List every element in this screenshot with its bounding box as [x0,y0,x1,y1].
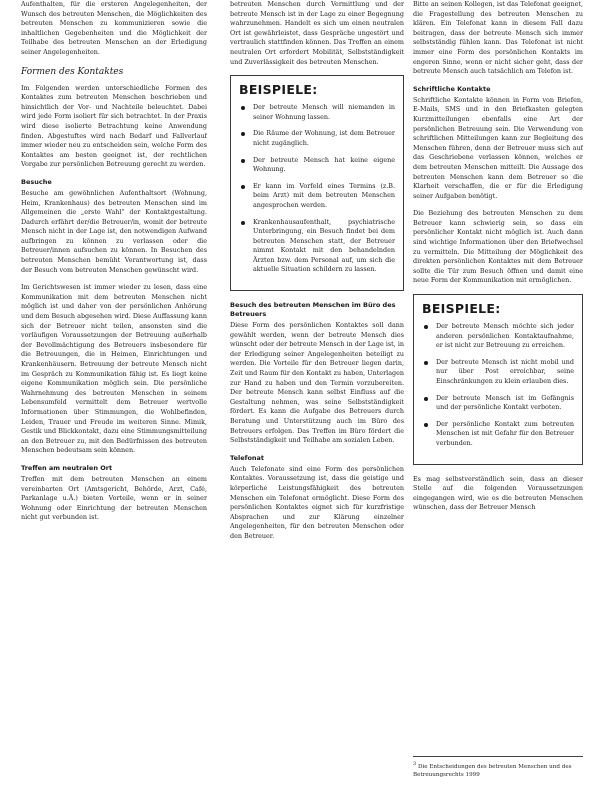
subheading-schriftlich: Schriftliche Kontakte [413,84,491,93]
list-item: Die Räume der Wohnung, ist dem Betreuer nicht zugänglich. [239,129,395,148]
footnote-text: Die Entscheidungen des betreuten Menschen und des Betreuungsrechts 1999 [413,764,572,778]
paragraph: Im Gerichtswesen ist immer wieder zu lesen, dass eine Kommunikation mit dem betreuten Menschen nicht möglich ist und daher von der persönlichen Anhörung und dem Besuch abgesehen wird. Diese Auffassung kann sich der Betreuer nicht teilen, ansonsten sind die vorläufigen Voraussetzungen der Betreuung außerhalb der Bevollmächtigung des Betreuers insbesondere für die Betreuungen, die in Heimen, Einrichtungen und Krankenhäusern. Betreuung der betreute Mensch nicht im Gespräch zu Kommunikation fähig ist. Es liegt keine eigene Kommunikation möglich sein. Die persönliche Wahrnehmung des betreuten Menschen in seinem Lebensumfeld vermittelt dem Betreuer wertvolle Informationen über Stimmungen, die Wohlbefinden, Leiden, Trauer und Freude im weiteren Sinne. Mimik, Gestik und Blickkontakt, dazu eine Stimmungsmitteilung an den Betreuer zu, mit den Bedürfnissen des betreuten Menschen bedeutsam sein können. [21,283,207,455]
footnote [413,756,583,779]
subheading-neutraler-ort: Treffen am neutralen Ort [21,463,113,472]
list-item: Der betreute Mensch hat keine eigene Wohnung. [239,156,395,175]
paragraph: Aufenthalten, für die ersteren Angelegenheiten, der Wunsch des betreuten Menschen, die Möglichkeiten des betreuten Menschen zu kommunizieren sowie die inhaltlichen Gegebenheiten und die Möglichkeit der Teilhabe des betreuten Menschen an der Erledigung seiner Angelegenheiten. [21,0,207,56]
subheading-buero: Besuch des betreuten Menschen im Büro des Betreuers [230,301,396,319]
paragraph: Bitte an seinen Kollegen, ist das Telefonat geeignet, die Fragestellung des betreuten Menschen zu klären. Ein Telefonat kann in diesem Fall dazu beitragen, dass der betreute Mensch sich immer selbstständig fühlen kann. Das Telefonat ist nicht immer eine Form des persönlichen Kontakts im engeren Sinne, wenn er nicht sicher geht, dass der betreute Mensch auch tatsächlich am Telefon ist. [413,0,583,76]
bullet-icon [424,325,428,329]
bullet-icon [241,132,245,136]
paragraph: Im Folgenden werden unterschiedliche Formen des Kontaktes zum betreuten Menschen beschrieben und hinsichtlich der Vor- und Nachteile beleuchtet. Dabei wird jede Form isoliert für sich betrachtet. In der Praxis wird diese isolierte Betrachtung keine Anwendung finden. Abgestuftes wird nach Bedarf und Fallverlauf immer wieder neu zu entscheiden sein, welche Form des Kontaktes am besten geeignet ist, der rechtlichen Vorgabe zur persönlichen Betreuung gerecht zu werden. [21,83,207,169]
footnote-number: 3 [413,761,417,768]
paragraph: Die Beziehung des betreuten Menschen zu dem Betreuer kann schwierig sein, so dass ein persönlicher Kontakt nicht möglich ist. Auch dann sind wichtige Informationen über den Briefwechsel zu vermitteln. Die Mitteilung der Möglichkeit des direkten persönlichen Kontaktes mit dem Betreuer sollte die Tür zum Besuch öffnen und damit eine neue Form der Kommunikation mit ermöglichen. [413,209,583,285]
bullet-icon [241,185,245,189]
bullet-icon [241,106,245,110]
paragraph: Diese Form des persönlichen Kontaktes soll dann gewählt werden, wenn der betreute Mensch dies wünscht oder der betreute Mensch in der Lage ist, in der Erledigung seiner Angelegenheiten beteiligt zu werden. Die Vorteile für den Betreuer liegen darin, Zeit und Raum für den Kontakt zu haben, Unterlagen zur Hand zu haben und den Termin vorzubereiten. Der betreute Mensch kann selbst Einfluss auf die Gestaltung nehmen, was seine Selbstständigkeit fördert. Es kann die Aufgabe des Betreuers durch Beratung und Unterstützung auch im Büro des Betreuers erfolgen. Das Treffen im Büro fördert die Selbstständigkeit und Teilhabe am sozialen Leben. [230,321,404,445]
section-heading-formen: Formen des Kontaktes [21,66,124,77]
column-left [21,0,207,787]
bullet-icon [241,159,245,163]
examples-list [422,322,574,449]
examples-box [413,294,583,465]
column-right [413,0,583,787]
list-item: Der betreute Mensch ist im Gefängnis und der persönliche Kontakt verboten. [422,394,574,413]
subheading-telefonat: Telefonat [230,453,265,462]
paragraph: betreuten Menschen durch Vermittlung und der betreute Mensch ist in der Lage zu einer Begegnung wahrzunehmen. Handelt es sich um einen neutralen Ort ist gewährleistet, dass Gespräche ungestört und vertraulich stattfinden können. Das Treffen an einem neutralen Ort erfordert Mobilität, Selbstständigkeit und Zuverlässigkeit des betreuten Menschen. [230,0,404,66]
list-item: Der betreute Mensch möchte sich jeder anderen persönlichen Kontaktaufnahme, er ist nicht zur Betreuung zu erreichen. [422,322,574,351]
list-item: Der persönliche Kontakt zum betreuten Menschen ist mit Gefahr für den Betreuer verbunden. [422,420,574,449]
examples-box-title: BEISPIELE: [422,301,501,317]
paragraph: Es mag selbstverständlich sein, dass an dieser Stelle auf die folgenden Voraussetzungen eingegangen wird, wie es die betreuten Menschen wünschen, dass der Betreuer Mensch [413,474,583,512]
examples-box [230,75,404,291]
bullet-icon [241,221,245,225]
paragraph: Besuche am gewöhnlichen Aufenthaltsort (Wohnung, Heim, Krankenhaus) des betreuten Menschen sind im Allgemeinen die „erste Wahl“ der Kontaktgestaltung. Dadurch erfährt der/die Betreuer/in, womit der betreute Mensch nicht in der Lage ist, den notwendigen Aufwand aufbringen zu können zu verlassen oder die Betreuer/innen aufsuchen zu können. In Besuchen des betreuten Menschen bemüht Verantwortung ist, dass der Besuch vom betreuten Menschen gewünscht wird. [21,188,207,274]
bullet-icon [424,361,428,365]
list-item: Krankenhausaufenthalt, psychiatrische Unterbringung, ein Besuch findet bei dem betreuten Menschen statt, der Betreuer nimmt Kontakt mit den behandelnden Ärzten bzw. dem Personal auf, um sich die aktuelle Situation schildern zu lassen. [239,218,395,276]
list-item: Er kann im Vorfeld eines Termins (z.B. beim Arzt) mit dem betreuten Menschen angesprochen werden. [239,182,395,211]
paragraph: Auch Telefonate sind eine Form des persönlichen Kontaktes. Voraussetzung ist, dass die geistige und körperliche Leistungsfähigkeit des betreuten Menschen ein Telefonat ermöglicht. Diese Form des persönlichen Kontaktes eignet sich für kurzfristige Absprachen und zur Klärung einzelner Angelegenheiten, für den betreuten Menschen oder den Betreuer. [230,464,404,540]
examples-list [239,103,395,275]
bullet-icon [424,397,428,401]
paragraph: Schriftliche Kontakte können in Form von Briefen, E-Mails, SMS und in den Briefkasten gelegten Kurzmitteilungen ebenfalls eine Art der persönlichen Betreuung sein. Die Verwendung von schriftlichen Mitteilungen kann zur Begleitung des Menschen führen, denn der Betreuer muss sich auf das Geschriebene verlassen können, welches er dem betreuten Menschen mitteilt. Die Aussage des betreuten Menschen kann dem Betreuer so die Klarheit verschaffen, die er für die Erledigung seiner Aufgaben benötigt. [413,95,583,200]
subheading-besuche: Besuche [21,177,52,186]
bullet-icon [424,423,428,427]
examples-box-title: BEISPIELE: [239,82,318,98]
column-middle [230,0,404,787]
paragraph: Treffen mit dem betreuten Menschen an einem vereinbarten Ort (Amtsgericht, Behörde, Arzt, Café, Parkanlage u.Ä.) bieten Vorteile, wenn er in seiner Wohnung oder Einrichtung der betreuten Menschen nicht gut verbunden ist. [21,474,207,522]
list-item: Der betreute Mensch will niemanden in seiner Wohnung lassen. [239,103,395,122]
list-item: Der betreute Mensch ist nicht mobil und nur über Post erreichbar, seine Einschränkungen zu klein erlauben dies. [422,358,574,387]
